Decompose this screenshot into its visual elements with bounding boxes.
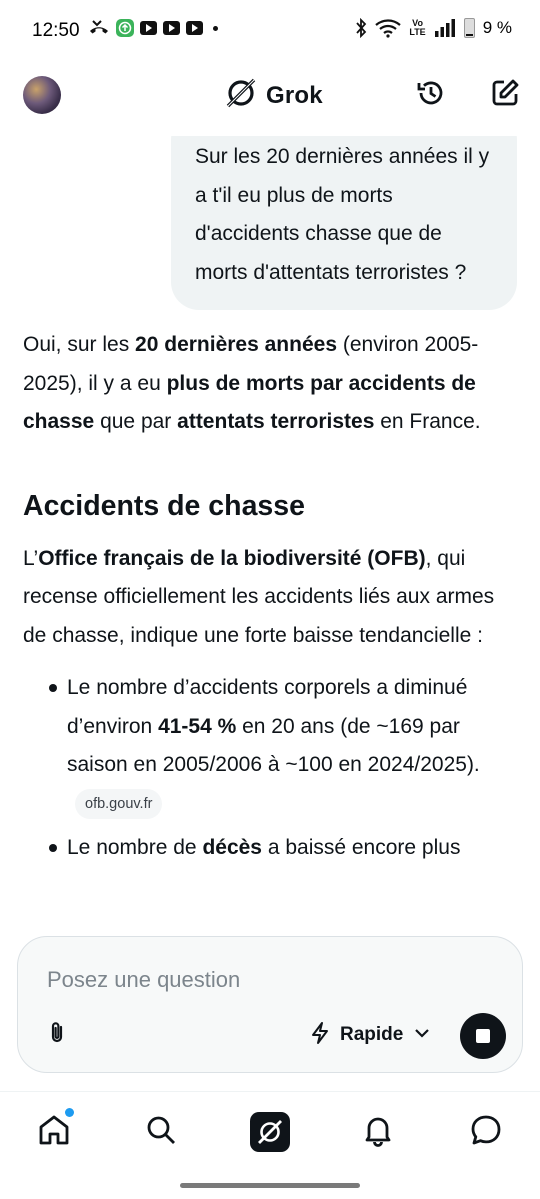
- history-button[interactable]: [414, 78, 448, 112]
- stop-icon: [476, 1029, 490, 1043]
- youtube-icon: [186, 21, 203, 35]
- text: L’: [23, 546, 39, 570]
- status-time: 12:50: [32, 20, 80, 41]
- status-bar: [0, 0, 540, 62]
- history-icon: [415, 77, 447, 114]
- system-icons: [355, 18, 512, 38]
- youtube-icon: [163, 21, 180, 35]
- app-header: [0, 62, 540, 132]
- grok-brand: [224, 76, 323, 115]
- bold-text: 41-54 %: [158, 714, 237, 738]
- user-message-bubble: [171, 136, 517, 310]
- nav-notifications[interactable]: [356, 1110, 400, 1154]
- text: Le nombre d’accidents corporels a diminué d’environ: [67, 676, 468, 738]
- volte-indicator: [409, 19, 425, 37]
- bluetooth-icon: [355, 18, 367, 38]
- lightning-icon: [310, 1021, 330, 1050]
- youtube-icon: [140, 21, 157, 35]
- stop-button[interactable]: [460, 1013, 506, 1059]
- user-message-text: Sur les 20 dernières années il y a t'il eu plus de morts d'accidents chasse que de morts d'attentats terroristes ?: [195, 145, 490, 284]
- grok-logo-icon: [224, 76, 258, 115]
- search-icon: [145, 1114, 177, 1151]
- upload-app-icon: [116, 19, 134, 37]
- bullet-list: [23, 669, 517, 868]
- home-indicator[interactable]: [180, 1183, 360, 1188]
- list-item: [23, 669, 517, 823]
- mode-label: Rapide: [340, 1024, 404, 1045]
- text: (environ 2005-2025), il y a eu: [23, 333, 479, 395]
- grok-icon: [250, 1112, 290, 1152]
- text: en France.: [374, 410, 481, 433]
- text: en 20 ans (de ~169 par saison en 2005/2006 à ~100 en 2024/2025).: [67, 714, 480, 776]
- battery-icon: [464, 18, 475, 38]
- bottom-nav: [0, 1092, 540, 1172]
- nav-home[interactable]: [32, 1110, 76, 1154]
- list-item: [23, 829, 517, 868]
- volte-top: Vo: [412, 18, 423, 28]
- notification-icons: [88, 19, 218, 37]
- chevron-down-icon: [413, 1026, 431, 1044]
- text: , qui recense officiellement les accidents liés aux armes de chasse, indique une forte baisse tendancielle :: [23, 546, 495, 647]
- bold-text: 20 dernières années: [135, 333, 337, 356]
- assistant-answer: [23, 326, 517, 874]
- bold-text: Office français de la biodiversité (OFB): [38, 546, 426, 570]
- answer-paragraph: [23, 540, 517, 656]
- volte-bottom: LTE: [409, 27, 426, 37]
- bell-icon: [362, 1113, 394, 1152]
- text: a baissé encore plus: [261, 836, 461, 859]
- composer: [17, 936, 523, 1073]
- bold-text: plus de morts par accidents de chasse: [23, 371, 476, 433]
- home-icon: [37, 1113, 71, 1152]
- question-input[interactable]: [47, 967, 487, 993]
- wifi-icon: [375, 18, 401, 38]
- nav-messages[interactable]: [464, 1110, 508, 1154]
- missed-call-icon: [88, 20, 110, 36]
- attach-button[interactable]: [42, 1020, 72, 1050]
- bold-text: décès: [202, 836, 262, 859]
- nav-grok[interactable]: [248, 1110, 292, 1154]
- section-heading: Accidents de chasse: [23, 489, 305, 522]
- chat-thread[interactable]: [0, 136, 540, 936]
- new-chat-button[interactable]: [488, 78, 522, 112]
- avatar[interactable]: [23, 76, 61, 114]
- more-notifications-icon: [213, 26, 218, 31]
- signal-icon: [434, 19, 456, 37]
- chat-bubble-icon: [469, 1113, 503, 1152]
- edit-icon: [489, 77, 521, 114]
- nav-search[interactable]: [139, 1110, 183, 1154]
- source-link[interactable]: ofb.gouv.fr: [75, 789, 162, 819]
- text: Le nombre de: [67, 836, 203, 859]
- answer-intro: [23, 326, 517, 442]
- battery-percent: 9 %: [482, 18, 512, 37]
- mode-selector[interactable]: [310, 1019, 431, 1051]
- notification-dot: [65, 1108, 74, 1117]
- brand-name: Grok: [266, 81, 323, 109]
- paperclip-icon: [46, 1020, 68, 1051]
- bold-text: attentats terroristes: [177, 410, 375, 433]
- text: que par: [94, 410, 178, 433]
- text: Oui, sur les: [23, 333, 136, 356]
